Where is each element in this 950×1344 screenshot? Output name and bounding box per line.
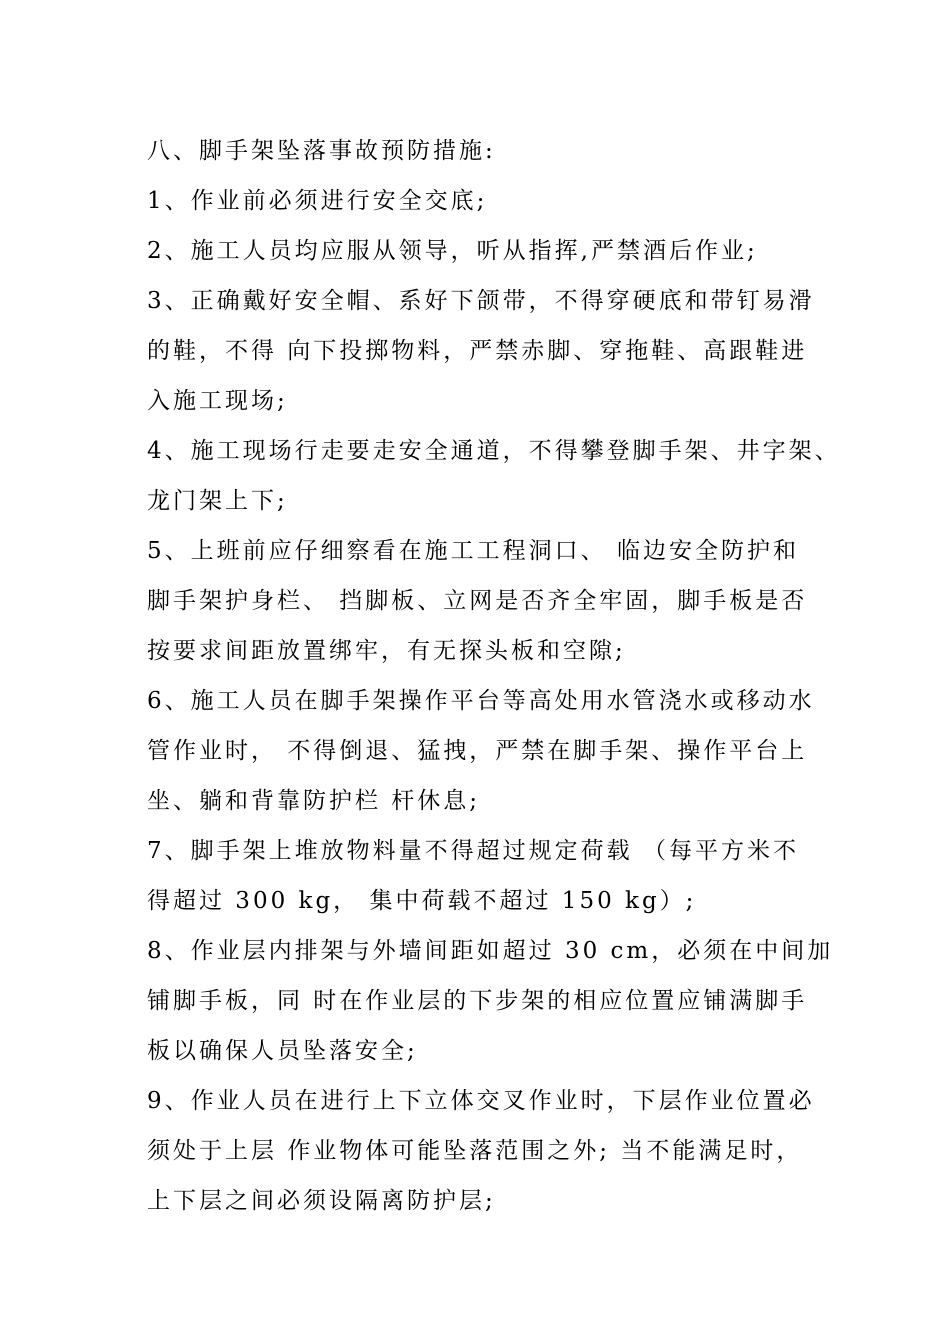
text-line-16: 8、作业层内排架与外墙间距如超过 30 cm，必须在中间加 [147, 938, 834, 964]
text-line-3: 3、正确戴好安全帽、系好下颌带，不得穿硬底和带钉易滑 [147, 288, 815, 314]
text-line-12: 管作业时， 不得倒退、猛拽，严禁在脚手架、操作平台上 [147, 738, 808, 764]
text-line-9: 脚手架护身栏、 挡脚板、立网是否齐全牢固，脚手板是否 [147, 588, 808, 614]
text-line-21: 上下层之间必须设隔离防护层; [147, 1188, 496, 1214]
text-line-17: 铺脚手板，同 时在作业层的下步架的相应位置应铺满脚手 [147, 988, 808, 1014]
text-line-8: 5、上班前应仔细察看在施工工程洞口、 临边安全防护和 [147, 538, 799, 564]
text-line-6: 4、施工现场行走要走安全通道，不得攀登脚手架、井字架、 [147, 438, 841, 464]
text-line-7: 龙门架上下; [147, 488, 288, 514]
text-line-13: 坐、躺和背靠防护栏 杆休息; [147, 788, 481, 814]
text-line-15: 得超过 300 kg， 集中荷载不超过 150 kg）; [147, 888, 697, 914]
text-line-1: 1、作业前必须进行安全交底; [147, 188, 488, 214]
text-line-5: 入施工现场; [147, 388, 288, 414]
section-heading: 八、脚手架坠落事故预防措施: [147, 138, 496, 164]
text-line-10: 按要求间距放置绑牢，有无探头板和空隙; [147, 638, 626, 664]
text-line-18: 板以确保人员坠落安全; [147, 1038, 418, 1064]
text-line-4: 的鞋，不得 向下投掷物料，严禁赤脚、穿拖鞋、高跟鞋进 [147, 338, 808, 364]
text-line-11: 6、施工人员在脚手架操作平台等高处用水管浇水或移动水 [147, 688, 815, 714]
text-line-14: 7、脚手架上堆放物料量不得超过规定荷载 （每平方米不 [147, 838, 799, 864]
text-line-2: 2、施工人员均应服从领导，听从指挥,严禁酒后作业; [147, 238, 758, 264]
text-line-20: 须处于上层 作业物体可能坠落范围之外; 当不能满足时， [147, 1138, 803, 1164]
text-line-19: 9、作业人员在进行上下立体交叉作业时，下层作业位置必 [147, 1088, 815, 1114]
